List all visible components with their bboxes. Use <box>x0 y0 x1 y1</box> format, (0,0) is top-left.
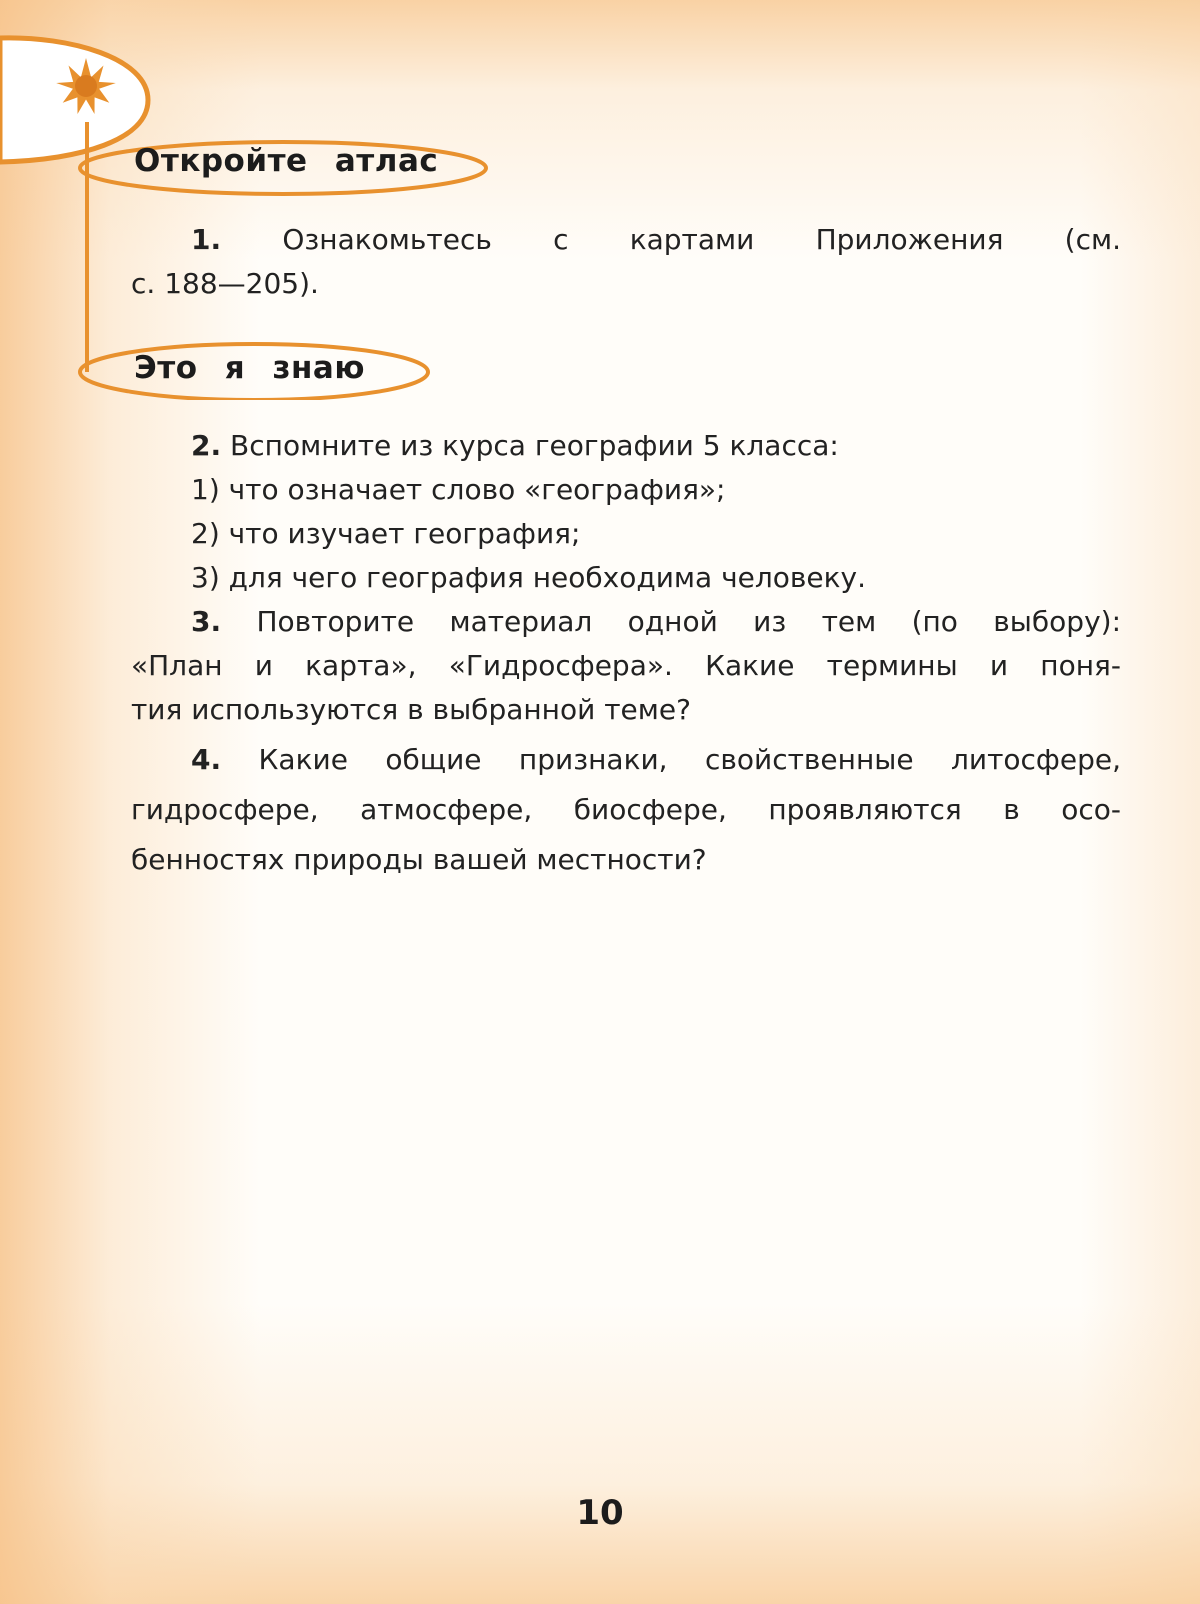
task-2-item-1: 1) что означает слово «география»; <box>191 473 726 506</box>
heading-open-atlas: Откройте атлас <box>134 143 439 179</box>
task-1-line-2: с. 188—205). <box>131 267 319 300</box>
task-3-line-2: «План и карта», «Гидросфера». Какие термины и поня- <box>131 649 1121 682</box>
task-4-line-1 <box>131 735 1121 785</box>
task-1 <box>131 218 1121 306</box>
task-3-number: 3. <box>191 605 222 638</box>
page-number: 10 <box>576 1493 624 1533</box>
task-3 <box>131 600 1121 732</box>
task-3-line-3: тия используются в выбранной теме? <box>131 693 691 726</box>
section-decoration <box>0 0 500 400</box>
task-2 <box>131 424 1121 600</box>
task-3-text: Повторите материал одной из тем (по выбору): <box>256 605 1122 638</box>
task-2-intro: Вспомните из курса географии 5 класса: <box>230 429 839 462</box>
task-2-item-2: 2) что изучает география; <box>191 517 581 550</box>
task-4 <box>131 735 1121 885</box>
task-4-line-2: гидросфере, атмосфере, биосфере, проявляются в осо- <box>131 793 1121 826</box>
task-1-text: Ознакомьтесь с картами Приложения (см. <box>282 223 1121 256</box>
task-4-line-3: бенностях природы вашей местности? <box>131 843 707 876</box>
task-2-item-3: 3) для чего география необходима человеку. <box>191 561 867 594</box>
task-4-number: 4. <box>191 743 222 776</box>
corner-lens <box>0 38 148 162</box>
task-1-number: 1. <box>191 223 222 256</box>
task-4-text: Какие общие признаки, свойственные литосфере, <box>258 743 1121 776</box>
heading-i-know-this: Это я знаю <box>134 350 365 386</box>
task-2-intro-line <box>131 424 1121 468</box>
task-1-line-1 <box>131 218 1121 262</box>
task-2-number: 2. <box>191 429 222 462</box>
task-3-line-1 <box>131 600 1121 644</box>
